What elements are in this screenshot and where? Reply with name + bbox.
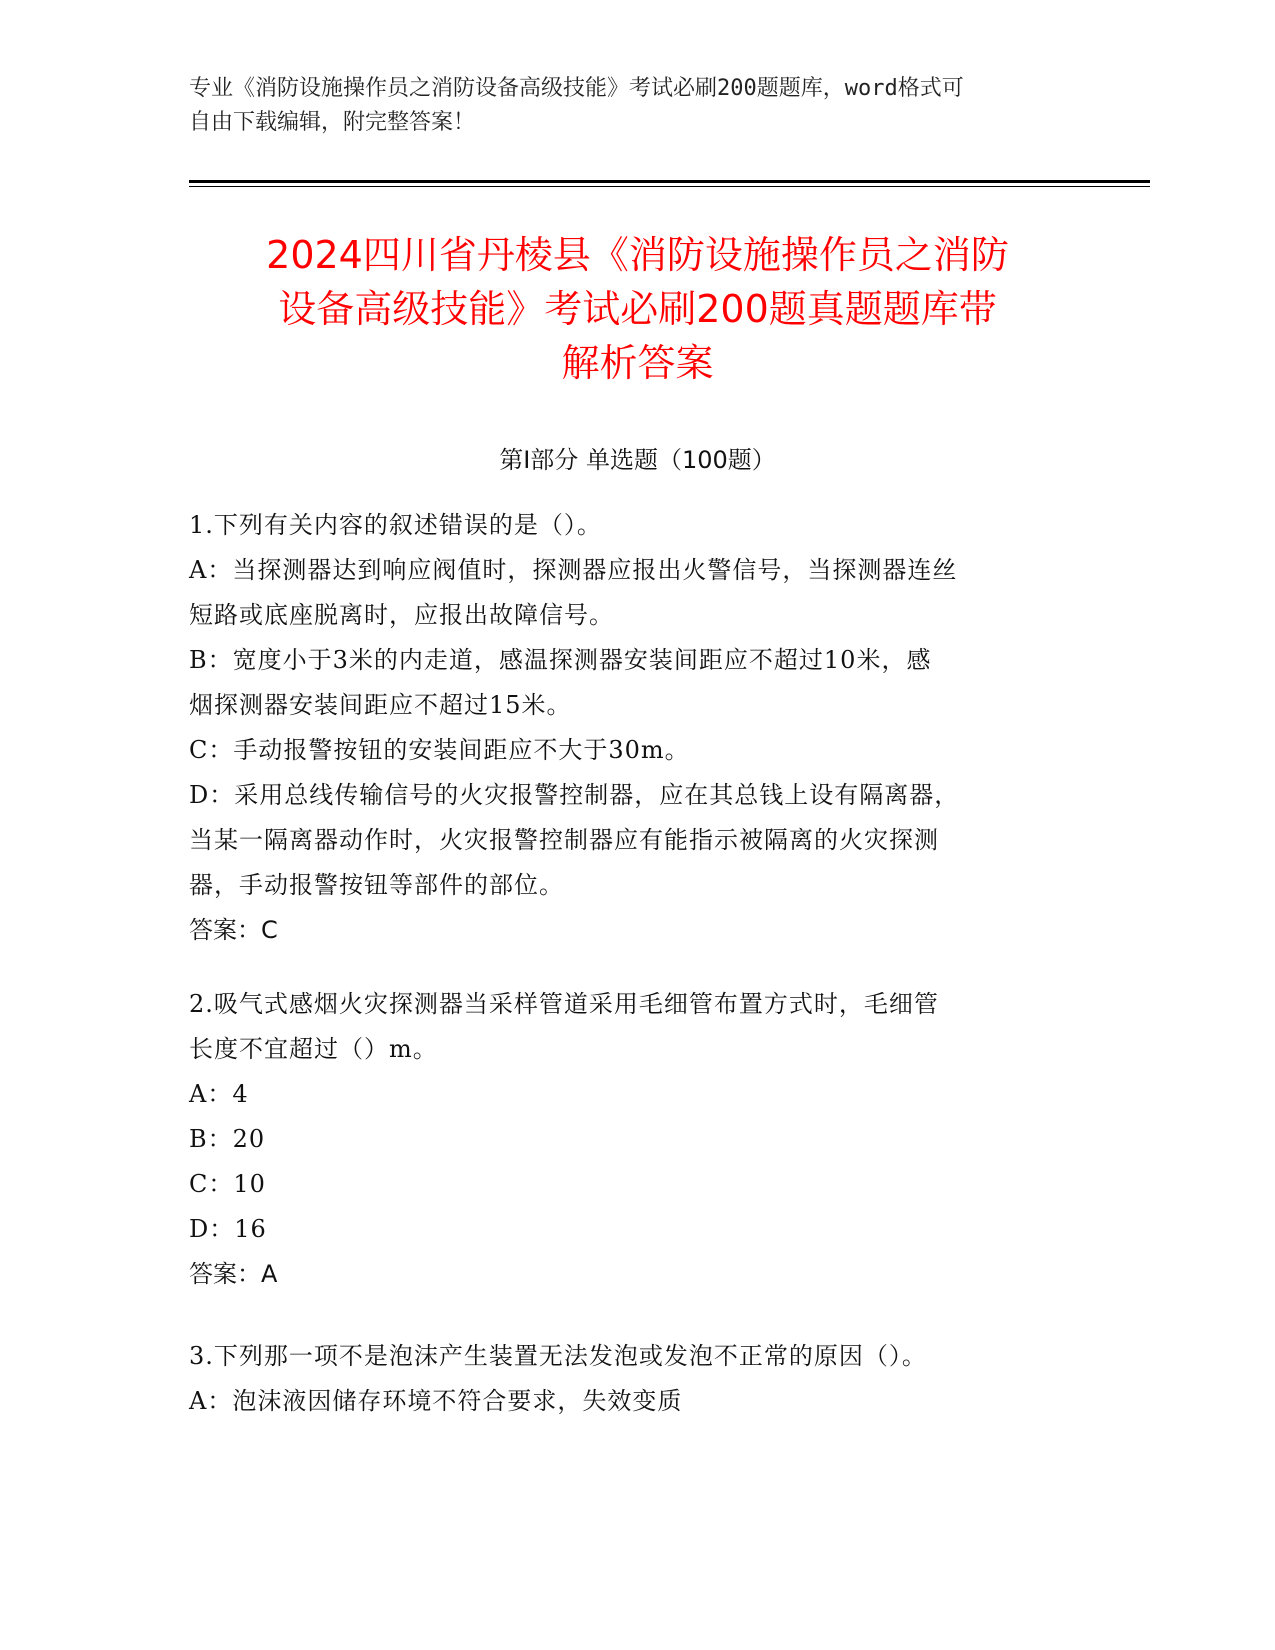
question-stem: 1.下列有关内容的叙述错误的是（）。 bbox=[189, 511, 602, 539]
option-c: C：手动报警按钮的安装间距应不大于30m。 bbox=[189, 736, 690, 764]
option-a: A：当探测器达到响应阀值时，探测器应报出火警信号，当探测器连丝 短路或底座脱离时，应报出故障信号。 bbox=[189, 556, 958, 629]
option-b: B：宽度小于3米的内走道，感温探测器安装间距应不超过10米，感 烟探测器安装间距应不超过15米。 bbox=[189, 646, 932, 719]
header-line: 专业《消防设施操作员之消防设备高级技能》考试必刷200题题库，word格式可 bbox=[189, 76, 964, 101]
title-line: 解析答案 bbox=[561, 341, 714, 385]
question-stem: 长度不宜超过（）m。 bbox=[189, 1035, 438, 1063]
document-title bbox=[150, 228, 1125, 390]
answer: 答案：A bbox=[189, 1260, 278, 1288]
answer: 答案：C bbox=[189, 916, 278, 944]
title-line: 2024四川省丹棱县《消防设施操作员之消防 bbox=[266, 233, 1009, 277]
option-d: D：采用总线传输信号的火灾报警控制器，应在其总钱上设有隔离器， 当某一隔离器动作时，火灾报警控制器应有能指示被隔离的火灾探测 器，手动报警按钮等部件的部位。 bbox=[189, 781, 960, 899]
question-1 bbox=[189, 503, 1089, 953]
option-d: D：16 bbox=[189, 1215, 267, 1243]
question-stem: 2.吸气式感烟火灾探测器当采样管道采用毛细管布置方式时，毛细管 bbox=[189, 990, 939, 1018]
option-a: A：4 bbox=[189, 1080, 249, 1108]
title-line: 设备高级技能》考试必刷200题真题题库带 bbox=[278, 287, 997, 331]
section-heading: 第I部分 单选题（100题） bbox=[499, 446, 776, 474]
option-a: A：泡沫液因储存环境不符合要求，失效变质 bbox=[189, 1387, 683, 1415]
header-line: 自由下载编辑，附完整答案！ bbox=[189, 110, 476, 135]
header-divider-thin bbox=[189, 186, 1150, 187]
header-divider-thick bbox=[189, 180, 1150, 183]
document-header bbox=[189, 72, 1089, 140]
question-stem: 3.下列那一项不是泡沫产生装置无法发泡或发泡不正常的原因（）。 bbox=[189, 1342, 927, 1370]
question-2 bbox=[189, 982, 1089, 1297]
option-b: B：20 bbox=[189, 1125, 266, 1153]
option-c: C：10 bbox=[189, 1170, 266, 1198]
question-3 bbox=[189, 1334, 1089, 1424]
